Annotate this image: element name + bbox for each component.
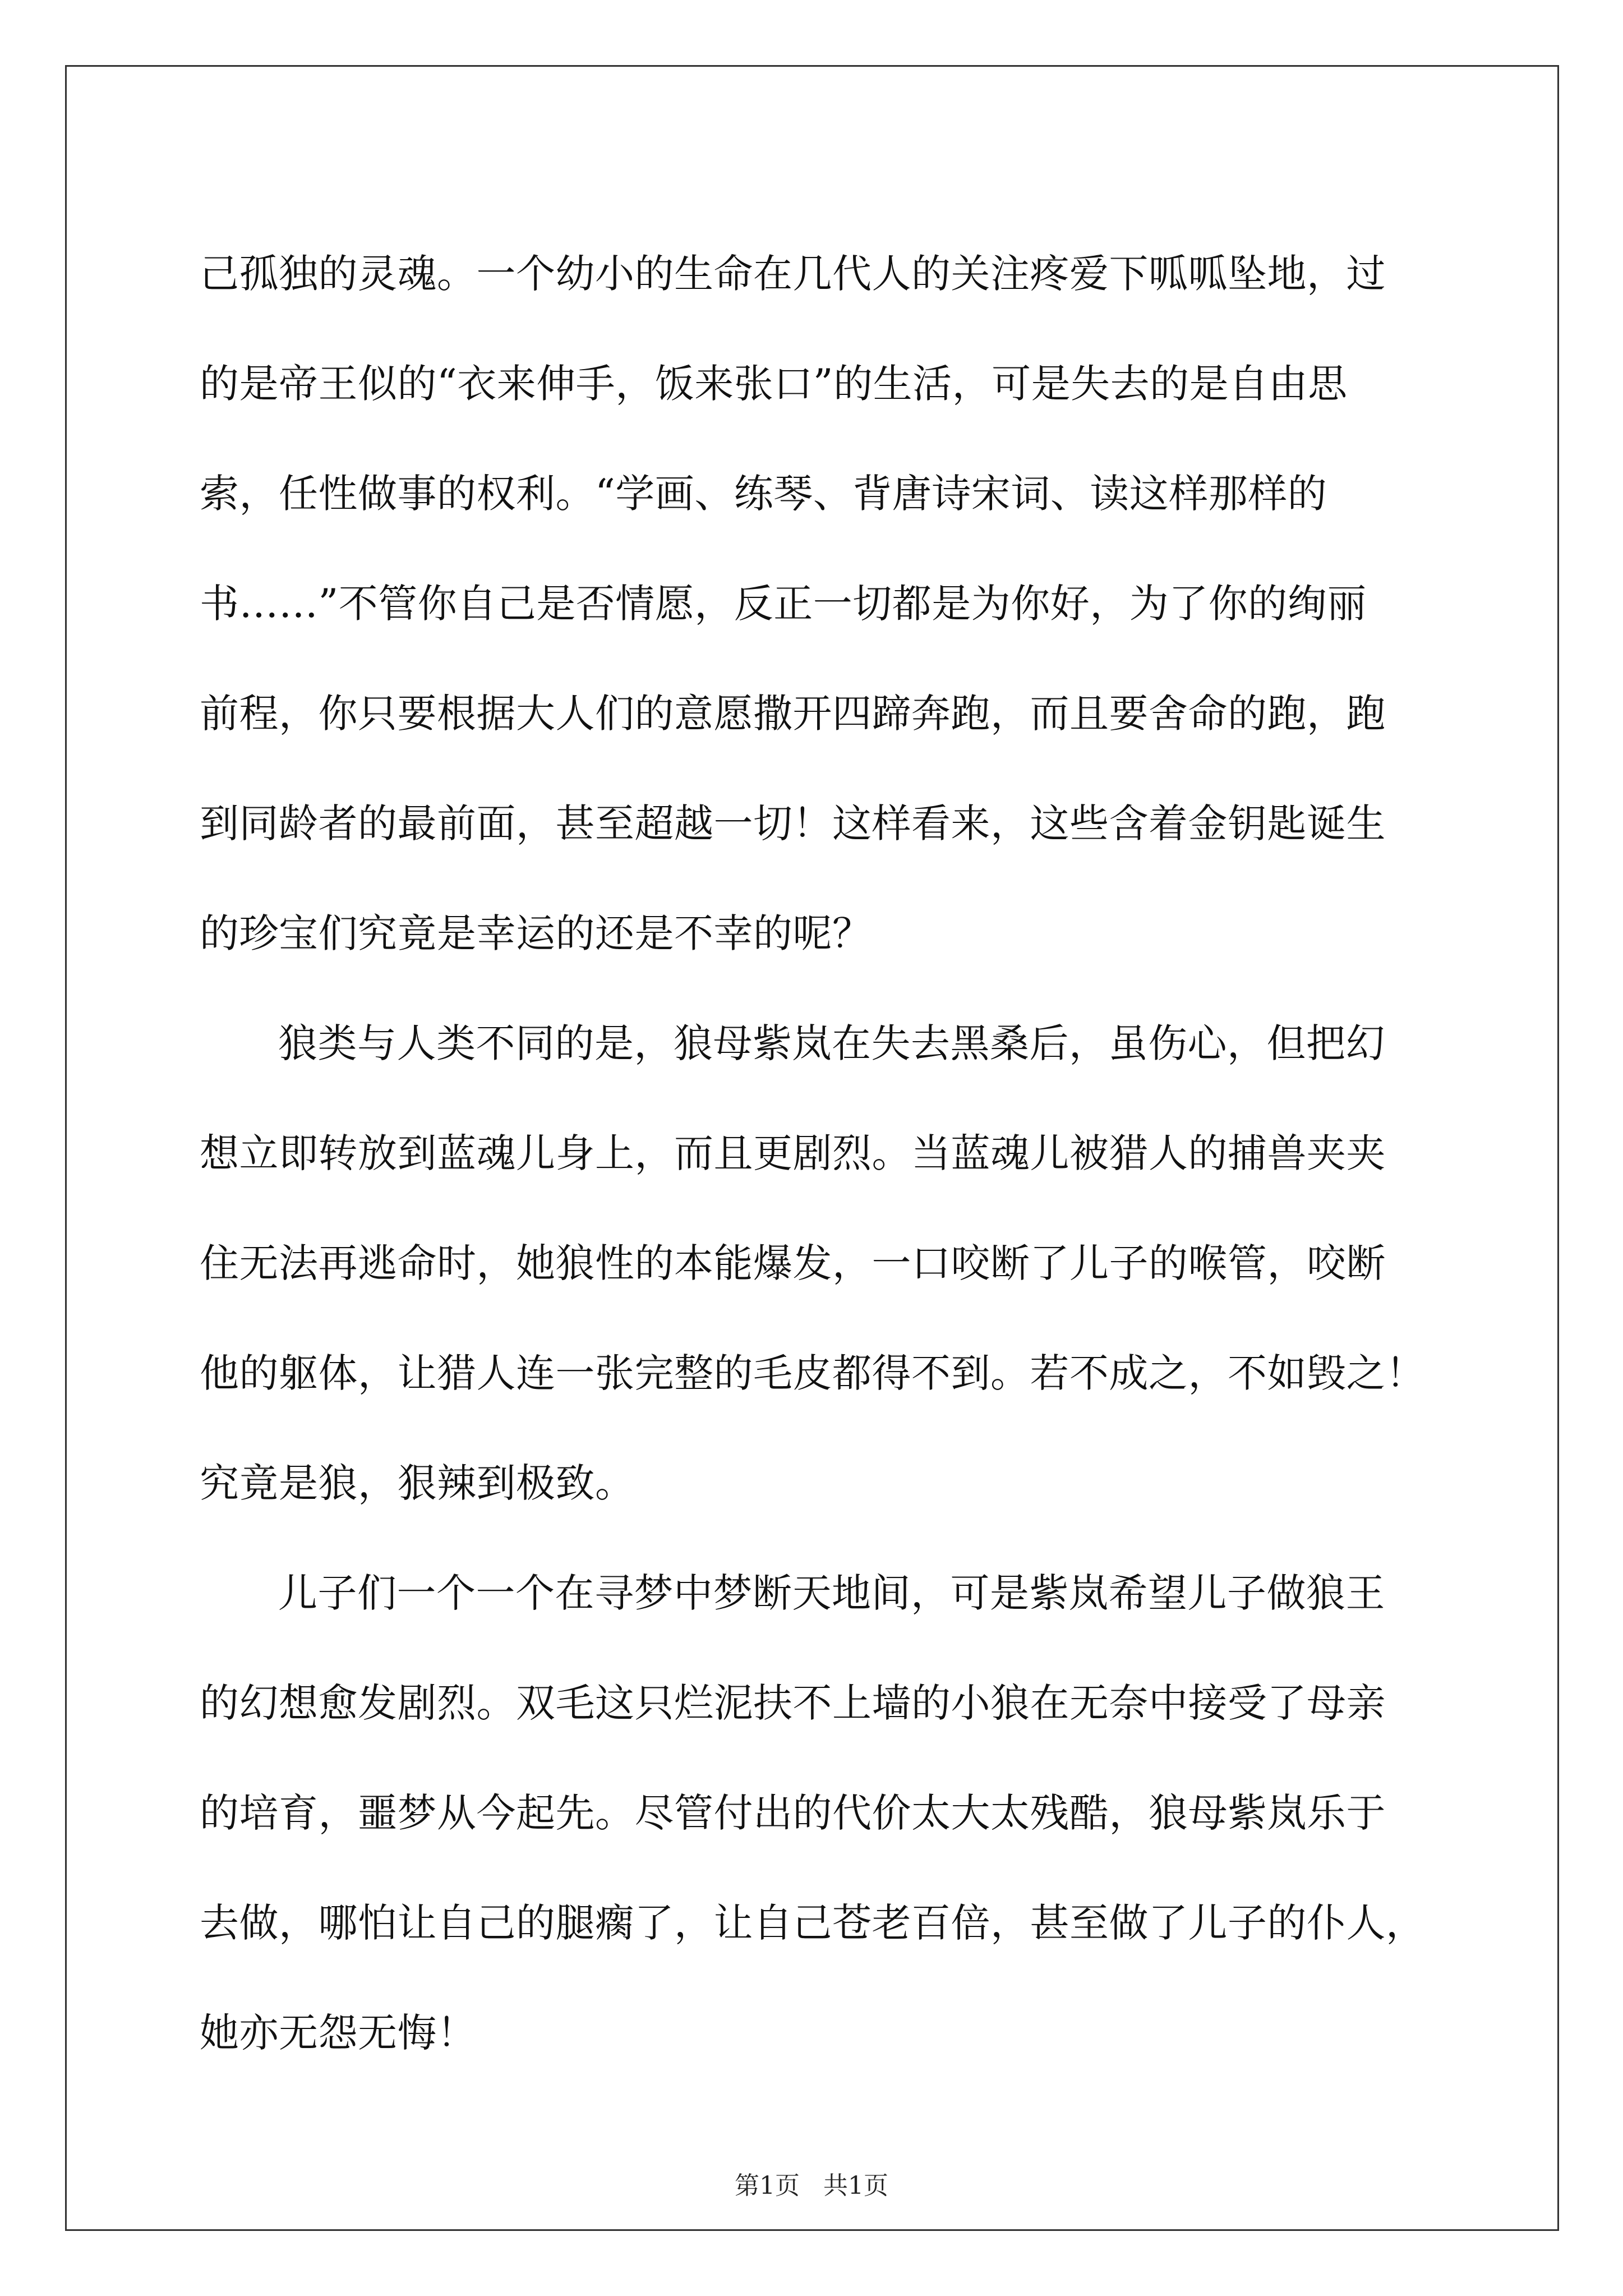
text-line: 前程，你只要根据大人们的意愿撒开四蹄奔跑，而且要舍命的跑，跑 [200,691,1386,737]
text-line: 住无法再逃命时，她狼性的本能爆发，一口咬断了儿子的喉管，咬断 [200,1240,1386,1286]
text-line: 的珍宝们究竟是幸运的还是不幸的呢？ [200,910,872,956]
text-line: 究竟是狼，狠辣到极致。 [200,1460,635,1506]
text-line: 的是帝王似的“衣来伸手，饭来张口”的生活，可是失去的是自由思 [200,361,1348,407]
text-line: 的培育，噩梦从今起先。尽管付出的代价太大太残酷，狼母紫岚乐于 [200,1790,1386,1836]
text-line: 去做，哪怕让自己的腿瘸了，让自己苍老百倍，甚至做了儿子的仆人， [200,1900,1426,1946]
text-line: 索，任性做事的权利。“学画、练琴、背唐诗宋词、读这样那样的 [200,471,1327,517]
text-line: 的幻想愈发剧烈。双毛这只烂泥扶不上墙的小狼在无奈中接受了母亲 [200,1680,1386,1726]
text-line: 书……”不管你自己是否情愿，反正一切都是为你好，为了你的绚丽 [200,581,1367,627]
text-line: 到同龄者的最前面，甚至超越一切！这样看来，这些含着金钥匙诞生 [200,800,1386,846]
paragraph-start-line: 儿子们一个一个在寻梦中梦断天地间，可是紫岚希望儿子做狼王 [278,1570,1385,1616]
document-body [200,219,1433,2088]
text-line: 己孤独的灵魂。一个幼小的生命在几代人的关注疼爱下呱呱坠地，过 [200,251,1386,297]
text-line: 他的躯体，让猎人连一张完整的毛皮都得不到。若不成之，不如毁之！ [200,1350,1426,1396]
page-footer: 第1页 共1页 [735,2171,888,2200]
paragraph-start-line: 狼类与人类不同的是，狼母紫岚在失去黑桑后，虽伤心，但把幻 [278,1020,1385,1066]
text-line: 她亦无怨无悔！ [200,2010,477,2056]
text-line: 想立即转放到蓝魂儿身上，而且更剧烈。当蓝魂儿被猎人的捕兽夹夹 [200,1130,1386,1176]
